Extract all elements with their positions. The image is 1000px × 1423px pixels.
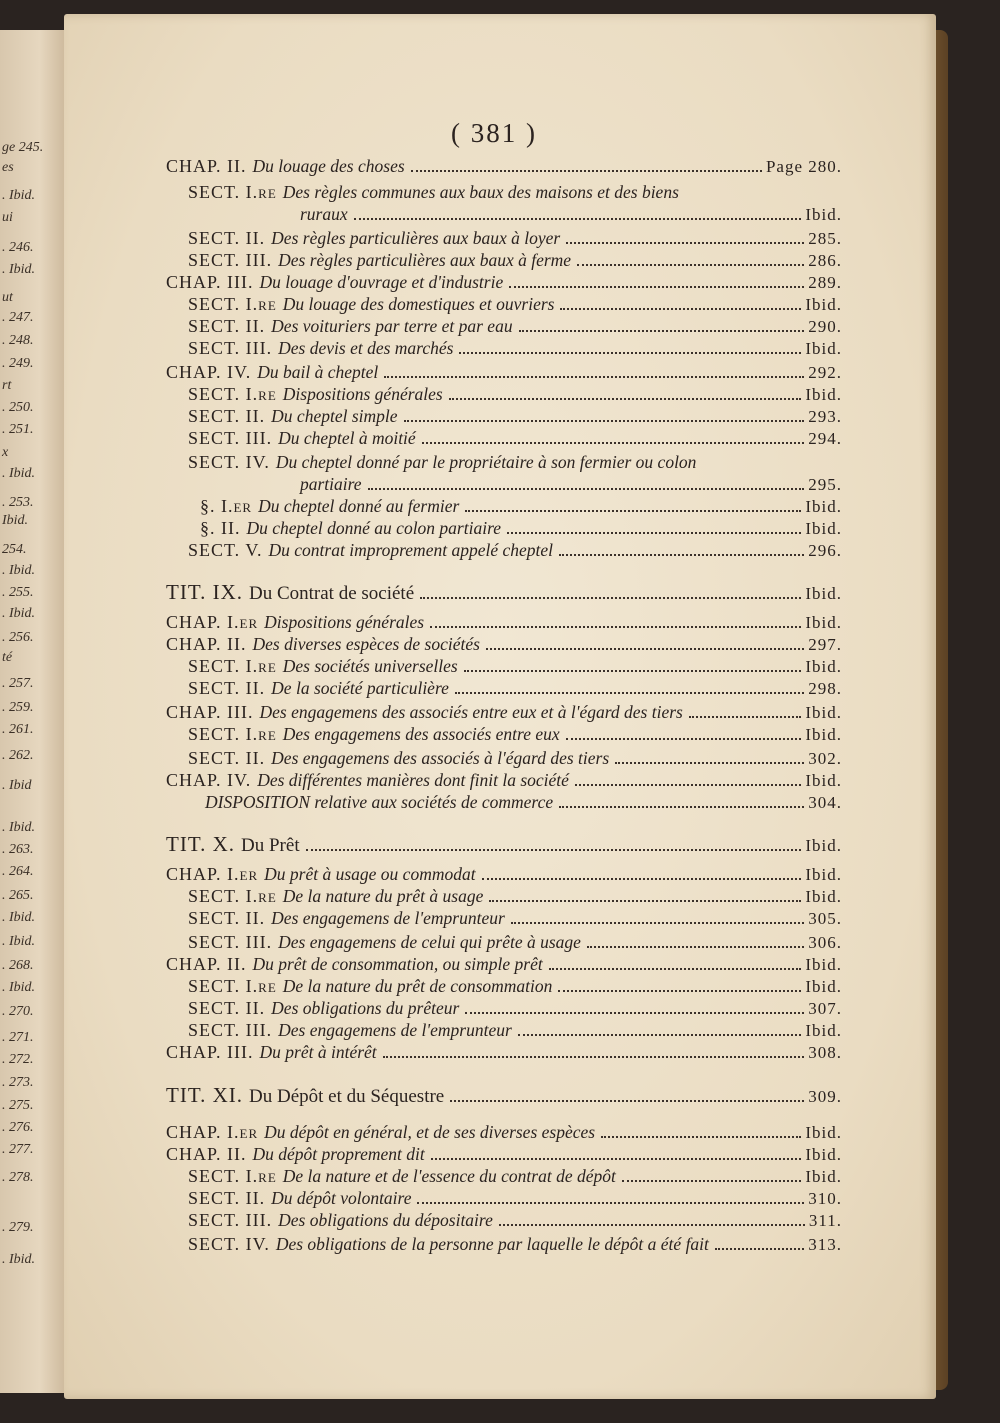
toc-label: SECT. II. [188,406,266,426]
margin-fragment: . Ibid. [2,563,36,578]
toc-entry [188,1188,842,1209]
margin-fragment: . 250. [2,400,34,415]
page-reference: Ibid. [805,497,842,516]
dot-leader [560,308,801,310]
margin-fragment: . 268. [2,958,34,973]
margin-fragment: . 262. [2,748,34,763]
toc-entry [188,540,842,561]
dot-leader [455,692,804,694]
page-reference: 306. [808,933,842,952]
page-reference: Ibid. [805,205,842,224]
page-reference: 297. [808,635,842,654]
toc-label: SECT. III. [188,1210,273,1230]
dot-leader [499,1224,805,1226]
toc-title: Du Prêt [241,835,300,856]
toc-entry [188,748,842,769]
page-reference: 286. [808,251,842,270]
margin-fragment: . 270. [2,1004,34,1019]
dot-leader [384,376,804,378]
page-reference: 311. [808,1211,842,1230]
toc-label: SECT. III. [188,250,273,270]
dot-leader [465,1012,804,1014]
dot-leader [464,670,802,672]
toc-entry [188,1210,842,1231]
toc-label: SECT. III. [188,1020,273,1040]
toc-title: De la société particulière [271,678,449,698]
dot-leader [601,1136,801,1138]
toc-title: Du contrat improprement appelé cheptel [268,540,554,560]
page-reference: Ibid. [805,865,842,884]
toc-label: SECT. I.re [188,182,277,202]
toc-label: SECT. II. [188,748,266,768]
dot-leader [518,1034,802,1036]
dot-leader [559,554,804,556]
margin-fragment: . 263. [2,842,34,857]
margin-fragment: . 257. [2,676,34,691]
toc-entry [188,976,842,997]
toc-title: Du bail à cheptel [257,362,379,382]
margin-fragment: . 261. [2,722,34,737]
toc-entry [188,1234,842,1255]
toc-entry [188,932,842,953]
toc-label: SECT. III. [188,932,273,952]
toc-title: ruraux [300,204,348,224]
toc-entry [188,228,842,249]
toc-label: SECT. I.re [188,384,277,404]
page-reference: Ibid. [805,1021,842,1040]
toc-label: SECT. I.re [188,656,277,676]
toc-label: SECT. II. [188,316,266,336]
page-reference: 293. [808,407,842,426]
margin-fragment: . 264. [2,864,34,879]
page-reference: 302. [808,749,842,768]
margin-fragment: 254. [2,542,27,557]
dot-leader [566,738,802,740]
dot-leader [306,849,802,851]
toc-title: De la nature du prêt de consommation [282,976,553,996]
dot-leader [507,532,801,534]
margin-fragment: . 249. [2,356,34,371]
page-reference: Ibid. [805,1167,842,1186]
page-reference: Page 280. [765,157,842,176]
toc-entry [188,338,842,359]
page-reference: 285. [808,229,842,248]
toc-entry [166,1042,842,1063]
margin-fragment: ut [2,290,13,305]
toc-entry [166,580,842,605]
toc-entry [188,678,842,699]
page-reference: 308. [808,1043,842,1062]
toc-entry [188,1020,842,1041]
toc-label: CHAP. I.er [166,1122,259,1142]
page-reference: 305. [808,909,842,928]
page-reference: 294. [808,429,842,448]
dot-leader [431,1158,802,1160]
margin-fragment: . 255. [2,585,34,600]
toc-title: Des engagemens de celui qui prête à usage [278,932,581,952]
toc-title: Des obligations du prêteur [271,998,460,1018]
toc-title: Des règles communes aux baux des maisons et des biens [282,182,679,202]
toc-entry [166,1144,842,1165]
page-reference: 295. [808,475,842,494]
toc-title: Du Contrat de société [249,583,415,604]
dot-leader [615,762,804,764]
dot-leader [558,990,801,992]
page-reference: Ibid. [805,519,842,538]
margin-fragment: . 251. [2,422,34,437]
page-reference: Ibid. [805,887,842,906]
page-reference: Ibid. [805,1145,842,1164]
dot-leader [450,1100,804,1102]
dot-leader [482,878,802,880]
dot-leader [566,242,804,244]
toc-title: Dispositions générales [282,384,443,404]
dot-leader [449,398,802,400]
toc-title: De la nature du prêt à usage [282,886,484,906]
dot-leader [511,922,804,924]
margin-fragment: . Ibid. [2,466,36,481]
margin-fragment: . Ibid. [2,934,36,949]
toc-entry [188,452,842,473]
toc-label: CHAP. III. [166,272,254,292]
margin-fragment: . 277. [2,1142,34,1157]
page-reference: Ibid. [805,584,842,603]
page-reference: 313. [808,1235,842,1254]
toc-title: Des engagemens des associés entre eux [282,724,560,744]
page-reference: Ibid. [805,339,842,358]
margin-fragment: . Ibid. [2,606,36,621]
toc-label: SECT. II. [188,908,266,928]
page-reference: 298. [808,679,842,698]
toc-entry [188,316,842,337]
toc-label: SECT. I.re [188,886,277,906]
toc-entry [188,384,842,405]
page-reference: 304. [808,793,842,812]
toc-title: De la nature et de l'essence du contrat de dépôt [282,1166,616,1186]
dot-leader [422,442,805,444]
toc-title: Du louage des choses [252,156,405,176]
toc-label: §. I.er [200,496,253,516]
toc-label: CHAP. II. [166,156,247,176]
toc-entry [188,428,842,449]
dot-leader [404,420,805,422]
toc-title: Du prêt à usage ou commodat [264,864,476,884]
margin-fragment: . 259. [2,700,34,715]
margin-fragment: . 265. [2,888,34,903]
toc-title: Du cheptel à moitié [278,428,416,448]
toc-label: SECT. II. [188,228,266,248]
toc-label: SECT. II. [188,998,266,1018]
toc-entry [300,204,842,225]
dot-leader [354,218,802,220]
toc-title: Des règles particulières aux baux à loyer [271,228,561,248]
page-reference: 310. [808,1189,842,1208]
toc-label: CHAP. II. [166,634,247,654]
page-reference: Ibid. [805,657,842,676]
toc-title: Du cheptel donné au fermier [258,496,460,516]
dot-leader [430,626,801,628]
margin-fragment: . Ibid [2,778,32,793]
margin-fragment: . 271. [2,1030,34,1045]
page-reference: Ibid. [805,836,842,855]
dot-leader [577,264,804,266]
margin-fragment: x [2,445,9,460]
toc-entry [188,1166,842,1187]
margin-fragment: ui [2,210,13,225]
page-reference: Ibid. [805,1123,842,1142]
toc-entry [200,496,842,517]
margin-fragment: . Ibid. [2,188,36,203]
dot-leader [575,784,801,786]
dot-leader [689,716,802,718]
margin-fragment: . Ibid. [2,980,36,995]
toc-entry [188,294,842,315]
toc-title: Du louage des domestiques et ouvriers [282,294,555,314]
toc-entry [188,656,842,677]
toc-label: SECT. I.re [188,976,277,996]
toc-entry [188,406,842,427]
toc-entry [166,634,842,655]
toc-label: CHAP. III. [166,702,254,722]
toc-entry [166,1122,842,1143]
toc-entry [166,864,842,885]
margin-fragment: . 272. [2,1052,34,1067]
toc-title: DISPOSITION relative aux sociétés de commerce [205,792,554,812]
margin-fragment: . 253. [2,495,34,510]
toc-entry [166,362,842,383]
toc-label: SECT. I.re [188,1166,277,1186]
toc-title: Des diverses espèces de sociétés [252,634,480,654]
toc-title: Du louage d'ouvrage et d'industrie [259,272,504,292]
margin-fragment: . 248. [2,333,34,348]
page-reference: Ibid. [805,703,842,722]
toc-title: Du cheptel simple [271,406,398,426]
margin-fragment: . 276. [2,1120,34,1135]
toc-title: Du prêt à intérêt [259,1042,377,1062]
toc-label: SECT. I.re [188,724,277,744]
dot-leader [622,1180,802,1182]
toc-entry [166,832,842,857]
margin-fragment: . Ibid. [2,262,36,277]
toc-title: Des règles particulières aux baux à ferme [278,250,572,270]
toc-entry [300,474,842,495]
margin-fragment: . 246. [2,240,34,255]
toc-label: CHAP. III. [166,1042,254,1062]
margin-fragment: . Ibid. [2,820,36,835]
toc-title: Des engagemens de l'emprunteur [278,1020,512,1040]
page-reference: Ibid. [805,955,842,974]
margin-fragment: Ibid. [2,513,29,528]
toc-title: Des devis et des marchés [278,338,454,358]
toc-entry [188,182,842,203]
dot-leader [465,510,801,512]
toc-title: Des sociétés universelles [282,656,458,676]
toc-title: Des différentes manières dont finit la société [257,770,569,790]
dot-leader [420,597,801,599]
toc-entry [188,998,842,1019]
margin-fragment: . 279. [2,1220,34,1235]
toc-label: CHAP. II. [166,954,247,974]
toc-title: Du cheptel donné au colon partiaire [246,518,502,538]
toc-title: Dispositions générales [264,612,425,632]
toc-entry [166,612,842,633]
toc-label: CHAP. II. [166,1144,247,1164]
margin-fragment: ge 245. [2,140,44,155]
toc-entry [188,886,842,907]
dot-leader [383,1056,805,1058]
toc-label: SECT. V. [188,540,263,560]
margin-fragment: . 275. [2,1098,34,1113]
dot-leader [486,648,804,650]
margin-fragment: es [2,160,14,175]
toc-label: TIT. X. [166,832,236,856]
toc-entry [166,702,842,723]
toc-title: partiaire [300,474,362,494]
toc-label: CHAP. IV. [166,362,252,382]
toc-label: §. II. [200,518,241,538]
page-reference: Ibid. [805,771,842,790]
margin-fragment: . 273. [2,1075,34,1090]
toc-entry [188,724,842,745]
toc-title: Des engagemens de l'emprunteur [271,908,505,928]
toc-title: Du prêt de consommation, ou simple prêt [252,954,543,974]
dot-leader [489,900,801,902]
toc-title: Des obligations du dépositaire [278,1210,493,1230]
page-reference: Ibid. [805,613,842,632]
toc-entry [166,1083,842,1108]
facing-page [0,30,66,1393]
toc-label: SECT. III. [188,428,273,448]
page-reference: Ibid. [805,725,842,744]
toc-title: Des engagemens des associés à l'égard des tiers [271,748,610,768]
margin-fragment: . Ibid. [2,1252,36,1267]
page-reference: 296. [808,541,842,560]
page-reference: Ibid. [805,385,842,404]
page-reference: 289. [808,273,842,292]
toc-entry [166,272,842,293]
dot-leader [519,330,805,332]
margin-fragment: . 256. [2,630,34,645]
toc-title: Des voituriers par terre et par eau [271,316,513,336]
toc-entry [205,792,842,813]
toc-label: TIT. IX. [166,580,243,604]
page-number: ( 381 ) [451,118,537,148]
toc-entry [166,156,842,177]
toc-label: CHAP. I.er [166,864,259,884]
toc-title: Du cheptel donné par le propriétaire à son fermier ou colon [275,452,697,472]
toc-label: SECT. I.re [188,294,277,314]
margin-fragment: . 278. [2,1170,34,1185]
toc-title: Du dépôt en général, et de ses diverses espèces [264,1122,596,1142]
page-reference: 309. [808,1087,842,1106]
toc-label: TIT. XI. [166,1083,243,1107]
dot-leader [417,1202,804,1204]
margin-fragment: . Ibid. [2,910,36,925]
toc-label: CHAP. IV. [166,770,252,790]
dot-leader [411,170,762,172]
page-reference: 290. [808,317,842,336]
toc-title: Des engagemens des associés entre eux et à l'égard des tiers [259,702,683,722]
toc-title: Du dépôt proprement dit [252,1144,425,1164]
dot-leader [509,286,804,288]
dot-leader [587,946,804,948]
dot-leader [715,1248,804,1250]
toc-label: SECT. IV. [188,1234,270,1254]
page-reference: 307. [808,999,842,1018]
page-reference: Ibid. [805,295,842,314]
dot-leader [559,806,804,808]
toc-label: SECT. IV. [188,452,270,472]
toc-title: Des obligations de la personne par laquelle le dépôt a été fait [275,1234,709,1254]
page-reference: 292. [808,363,842,382]
margin-fragment: rt [2,378,12,393]
margin-fragment: . 247. [2,310,34,325]
toc-entry [166,770,842,791]
toc-label: SECT. II. [188,1188,266,1208]
dot-leader [368,488,805,490]
dot-leader [459,352,801,354]
dot-leader [549,968,802,970]
toc-entry [188,908,842,929]
toc-title: Du dépôt volontaire [271,1188,412,1208]
toc-entry [166,954,842,975]
toc-entry [200,518,842,539]
toc-label: CHAP. I.er [166,612,259,632]
margin-fragment: té [2,650,13,665]
toc-label: SECT. III. [188,338,273,358]
page-reference: Ibid. [805,977,842,996]
toc-label: SECT. II. [188,678,266,698]
toc-entry [188,250,842,271]
toc-title: Du Dépôt et du Séquestre [249,1086,445,1107]
